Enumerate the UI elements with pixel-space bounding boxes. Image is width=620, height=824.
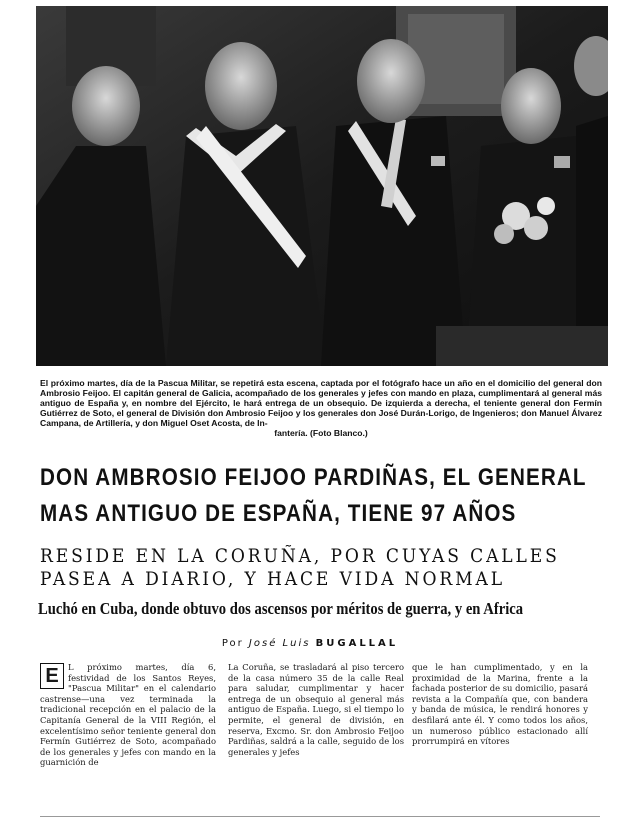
byline xyxy=(0,638,620,649)
byline-name: José Luis xyxy=(248,638,311,649)
subhead-line-2: PASEA A DIARIO, Y HACE VIDA NORMAL xyxy=(40,568,505,590)
photo-caption xyxy=(40,378,602,438)
byline-surname: BUGALLAL xyxy=(315,638,399,649)
news-photo xyxy=(36,6,608,366)
caption-text: El próximo martes, día de la Pascua Militar, se repetirá esta escena, captada por el fotógrafo hace un año en el domicilio del general don Ambrosio Feijoo. El capitán general de Galicia, acompañado de los generales y jefes con mando en plaza, cumplimentará al general más antiguo de España y, en nombre del Ejército, le hará entrega de un obsequio. De izquierda a derecha, el teniente general don Fermín Gutiérrez de Soto, el general de División don Ambrosio Feijoo y los generales don José Durán-Lorigo, de Ingenieros; don Manuel Álvarez Campana, de Artillería, y don Miguel Oset Acosta, de In- xyxy=(40,378,602,428)
article-deck: Luchó en Cuba, donde obtuvo dos ascensos por méritos de guerra, y en Africa xyxy=(38,599,524,618)
subhead-line-1: RESIDE EN LA CORUÑA, POR CUYAS CALLES xyxy=(40,545,560,567)
byline-prefix: Por xyxy=(221,638,244,649)
column-1-text: L próximo martes, día 6, festividad de los Santos Reyes, "Pascua Militar" en el calendario castrense—una vez terminada la tradicional recepción en el palacio de la Capitanía General de la VIII Región, el excelentísimo señor teniente general don Fermín Gutiérrez de Soto, acompañado de los generales y jefes con mando en la guarnición de xyxy=(40,662,216,768)
caption-last-line: fantería. (Foto Blanco.) xyxy=(274,428,368,438)
drop-cap: E xyxy=(40,663,64,689)
article-column-3: que le han cumplimentado, y en la proximidad de la Marina, frente a la fachada posterior de su domicilio, pasará revista a la Compañía que, con bandera y banda de música, le rendirá honores y desfilará ante él. Y como todos los años, un numeroso público estacionado allí prorrumpirá en vítores xyxy=(412,662,588,747)
photo-illustration xyxy=(36,6,608,366)
headline-line-2: MAS ANTIGUO DE ESPAÑA, TIENE 97 AÑOS xyxy=(40,500,517,527)
bottom-rule xyxy=(40,816,600,817)
article-column-1 xyxy=(40,662,216,812)
article-column-2: La Coruña, se trasladará al piso tercero de la casa número 35 de la calle Real para saludar, cumplimentar y hacer entrega de un obsequio al general más antiguo de España. Luego, si el tiempo lo permite, el general de división, en reserva, Excmo. Sr. don Ambrosio Feijoo Pardiñas, saldrá a la calle, seguido de los generales y jefes xyxy=(228,662,404,757)
headline-line-1: DON AMBROSIO FEIJOO PARDIÑAS, EL GENERAL xyxy=(40,464,587,491)
